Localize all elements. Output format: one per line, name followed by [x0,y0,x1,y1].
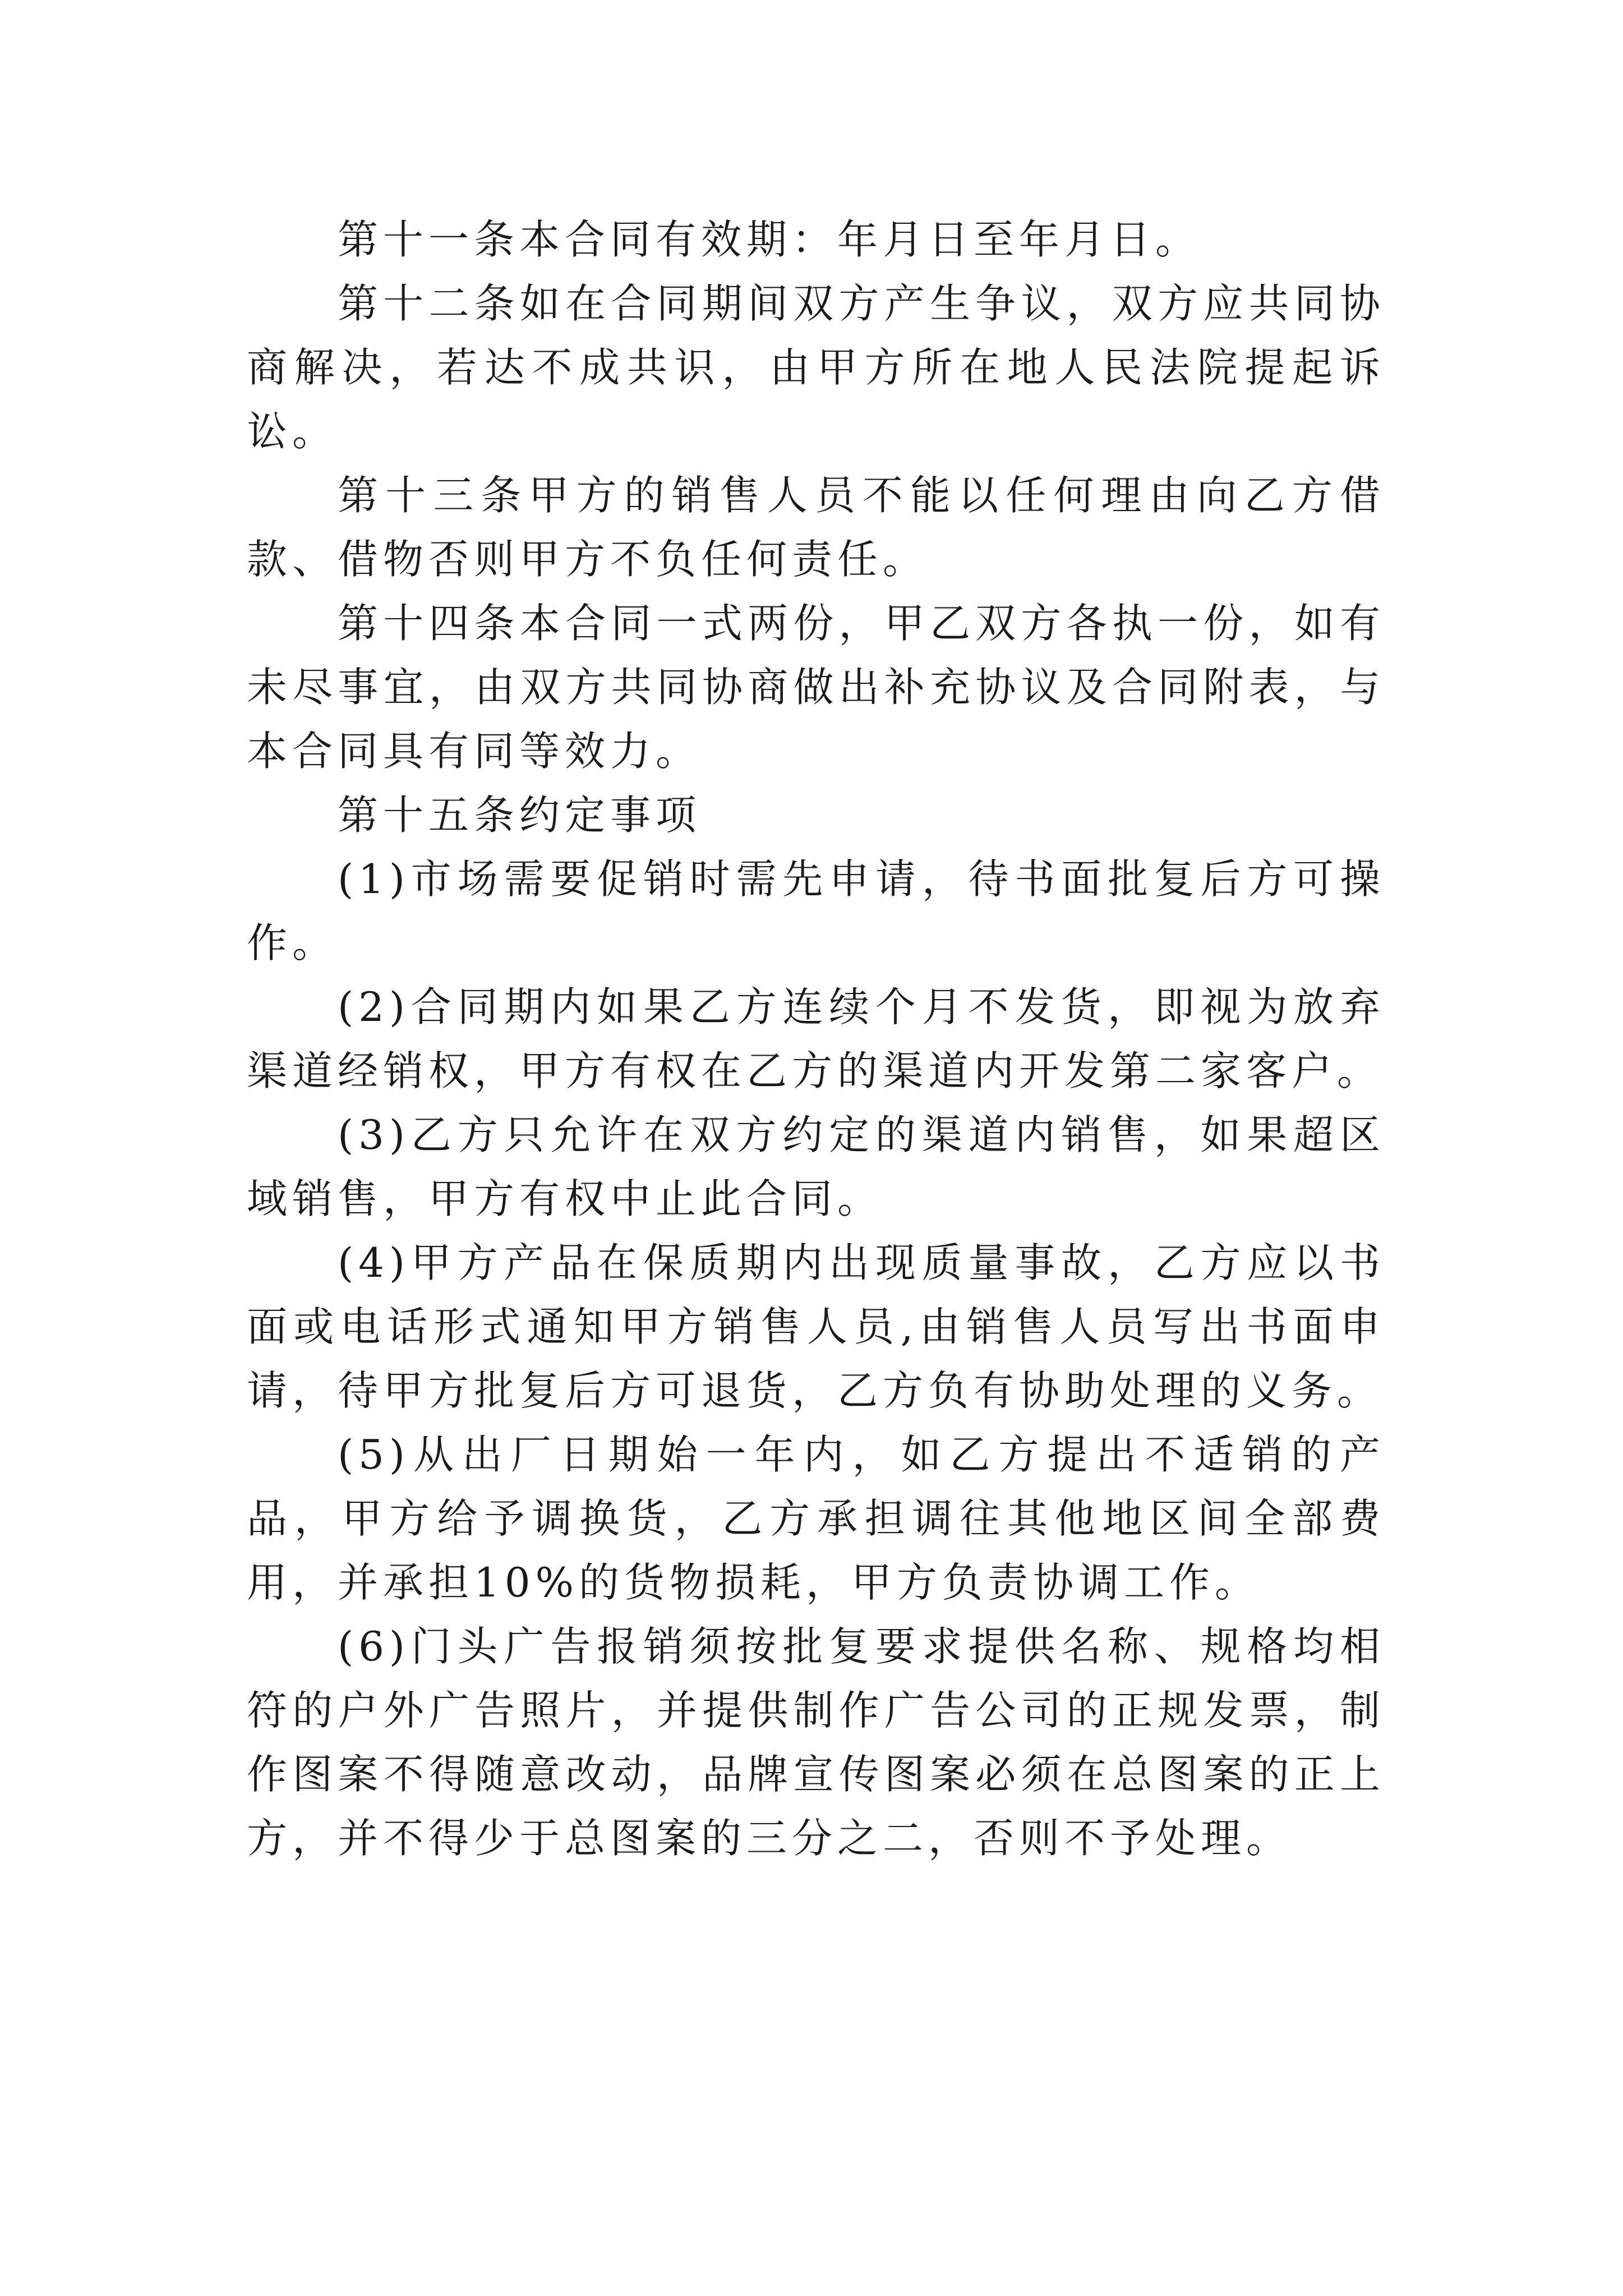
item-6: (6)门头广告报销须按批复要求提供名称、规格均相符的户外广告照片，并提供制作广告公司的正规发票，制作图案不得随意改动，品牌宣传图案必须在总图案的正上方，并不得少于总图案的三分之二，否则不予处理。 [247,1623,1385,1862]
clause-11: 第十一条本合同有效期：年月日至年月日。 [338,216,1201,263]
item-4: (4)甲方产品在保质期内出现质量事故，乙方应以书面或电话形式通知甲方销售人员,由销售人员写出书面申请，待甲方批复后方可退货，乙方负有协助处理的义务。 [247,1239,1385,1414]
clause-12: 第十二条如在合同期间双方产生争议，双方应共同协商解决，若达不成共识，由甲方所在地人民法院提起诉讼。 [247,280,1385,455]
clause-15-heading: 第十五条约定事项 [338,792,702,839]
item-5: (5)从出厂日期始一年内，如乙方提出不适销的产品，甲方给予调换货，乙方承担调往其他地区间全部费用，并承担10%的货物损耗，甲方负责协调工作。 [247,1431,1385,1606]
clause-13: 第十三条甲方的销售人员不能以任何理由向乙方借款、借物否则甲方不负任何责任。 [247,472,1385,583]
clause-14: 第十四条本合同一式两份，甲乙双方各执一份，如有未尽事宜，由双方共同协商做出补充协议及合同附表，与本合同具有同等效力。 [247,600,1385,775]
document-body [247,208,1385,1870]
item-1: (1)市场需要促销时需先申请，待书面批复后方可操作。 [247,855,1385,967]
item-3: (3)乙方只允许在双方约定的渠道内销售，如果超区域销售，甲方有权中止此合同。 [247,1111,1385,1222]
item-2: (2)合同期内如果乙方连续个月不发货，即视为放弃渠道经销权，甲方有权在乙方的渠道内开发第二家客户。 [247,983,1385,1094]
